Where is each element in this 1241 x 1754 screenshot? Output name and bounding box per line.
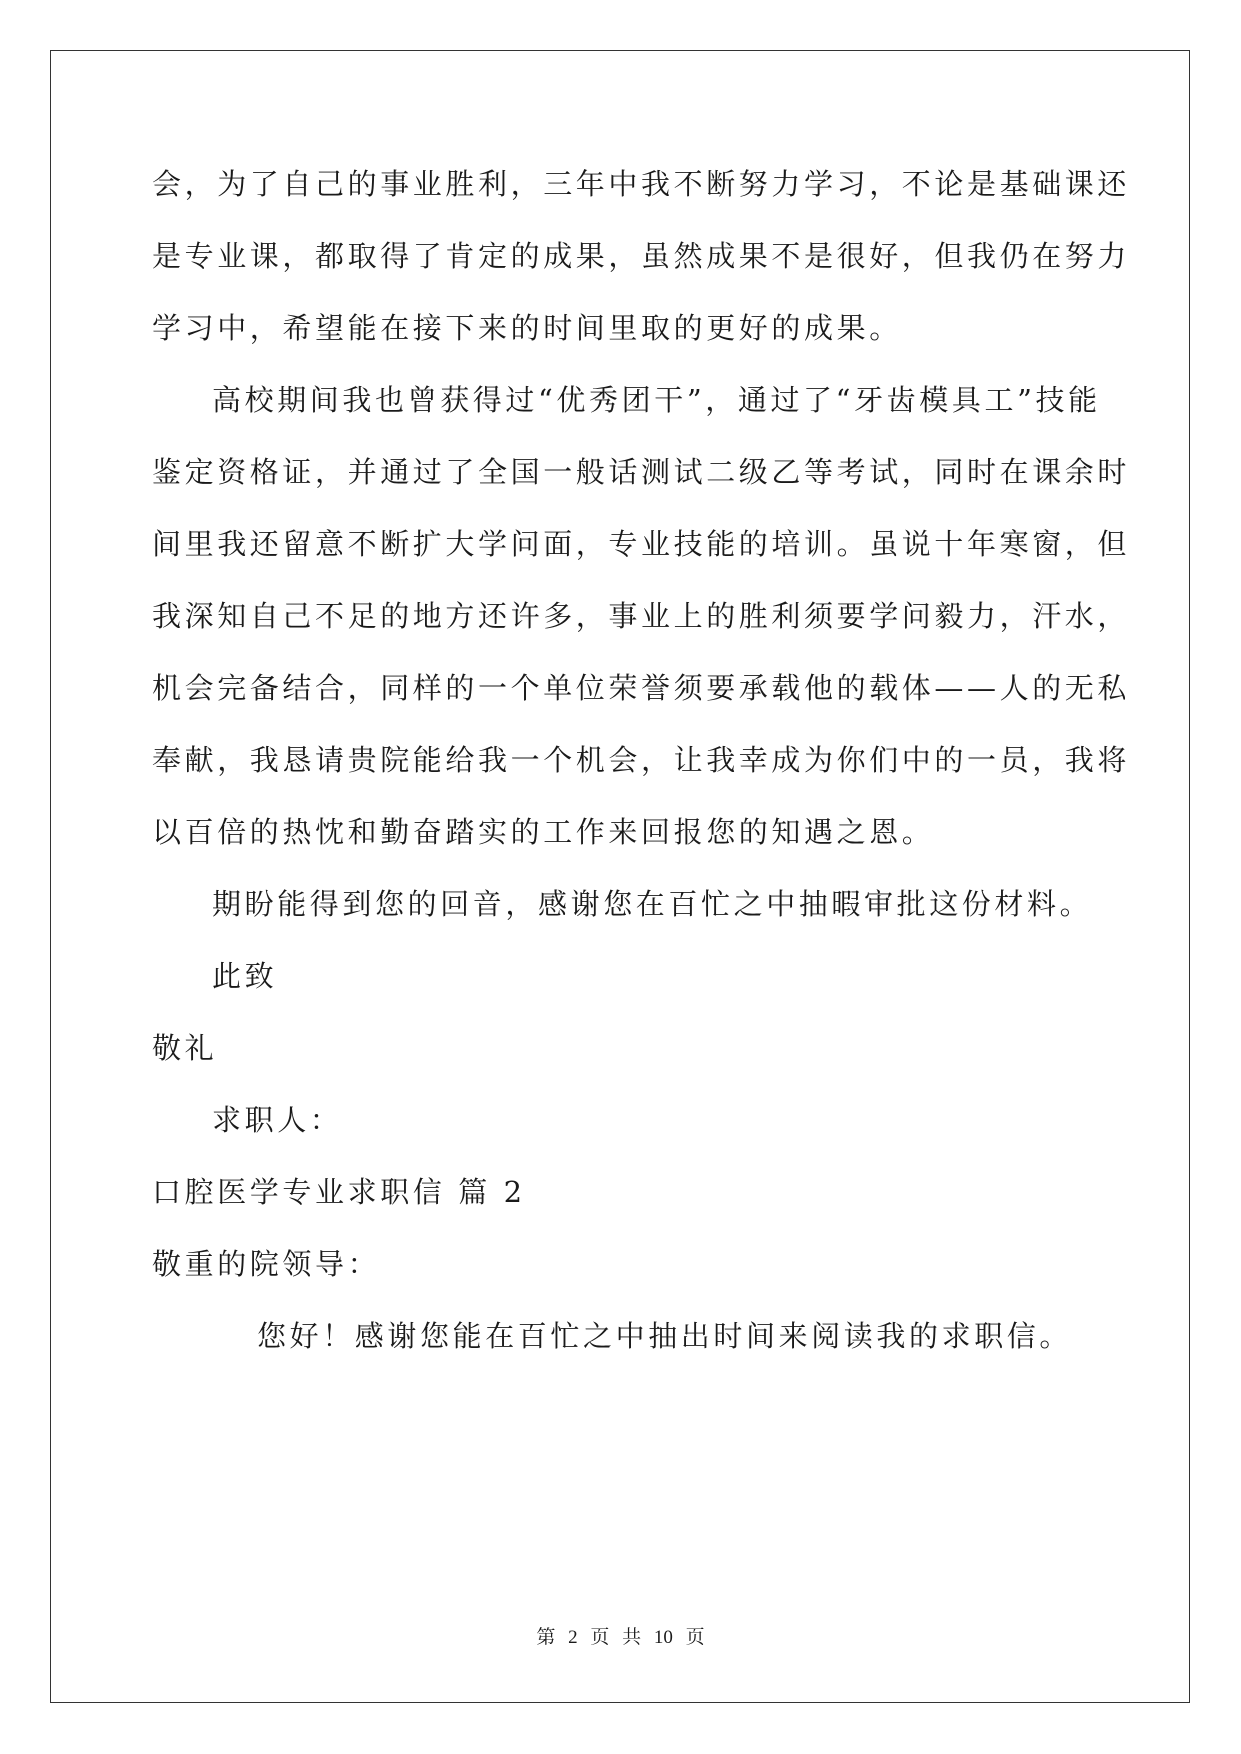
body-line-1: 会，为了自己的事业胜利，三年中我不断努力学习，不论是基础课还 (152, 167, 1131, 201)
body-line-4: 高校期间我也曾获得过“优秀团干”，通过了“牙齿模具工”技能 (212, 383, 1101, 417)
body-line-2: 是专业课，都取得了肯定的成果，虽然成果不是很好，但我仍在努力 (152, 239, 1131, 273)
body-line-8: 机会完备结合，同样的一个单位荣誉须要承载他的载体——人的无私 (152, 671, 1131, 705)
salutation-jingli: 敬礼 (152, 1031, 218, 1065)
section-heading: 口腔医学专业求职信 篇 2 (152, 1175, 526, 1209)
body-line-3: 学习中，希望能在接下来的时间里取的更好的成果。 (152, 311, 902, 345)
page-footer: 第 2 页 共 10 页 (536, 1627, 705, 1648)
addressee-line: 敬重的院领导： (152, 1247, 381, 1281)
closing-paragraph: 期盼能得到您的回音，感谢您在百忙之中抽暇审批这份材料。 (212, 887, 1093, 921)
applicant-label: 求职人： (212, 1103, 343, 1137)
body-line-10: 以百倍的热忱和勤奋踏实的工作来回报您的知遇之恩。 (152, 815, 935, 849)
body-line-7: 我深知自己不足的地方还许多，事业上的胜利须要学问毅力，汗水， (152, 599, 1131, 633)
body-line-5: 鉴定资格证，并通过了全国一般话测试二级乙等考试，同时在课余时 (152, 455, 1131, 489)
greeting-line: 您好！感谢您能在百忙之中抽出时间来阅读我的求职信。 (257, 1319, 1073, 1353)
body-line-6: 间里我还留意不断扩大学问面，专业技能的培训。虽说十年寒窗，但 (152, 527, 1131, 561)
page-frame (50, 50, 1190, 1703)
salutation-cizhi: 此致 (212, 959, 278, 993)
body-line-9: 奉献，我恳请贵院能给我一个机会，让我幸成为你们中的一员，我将 (152, 743, 1131, 777)
